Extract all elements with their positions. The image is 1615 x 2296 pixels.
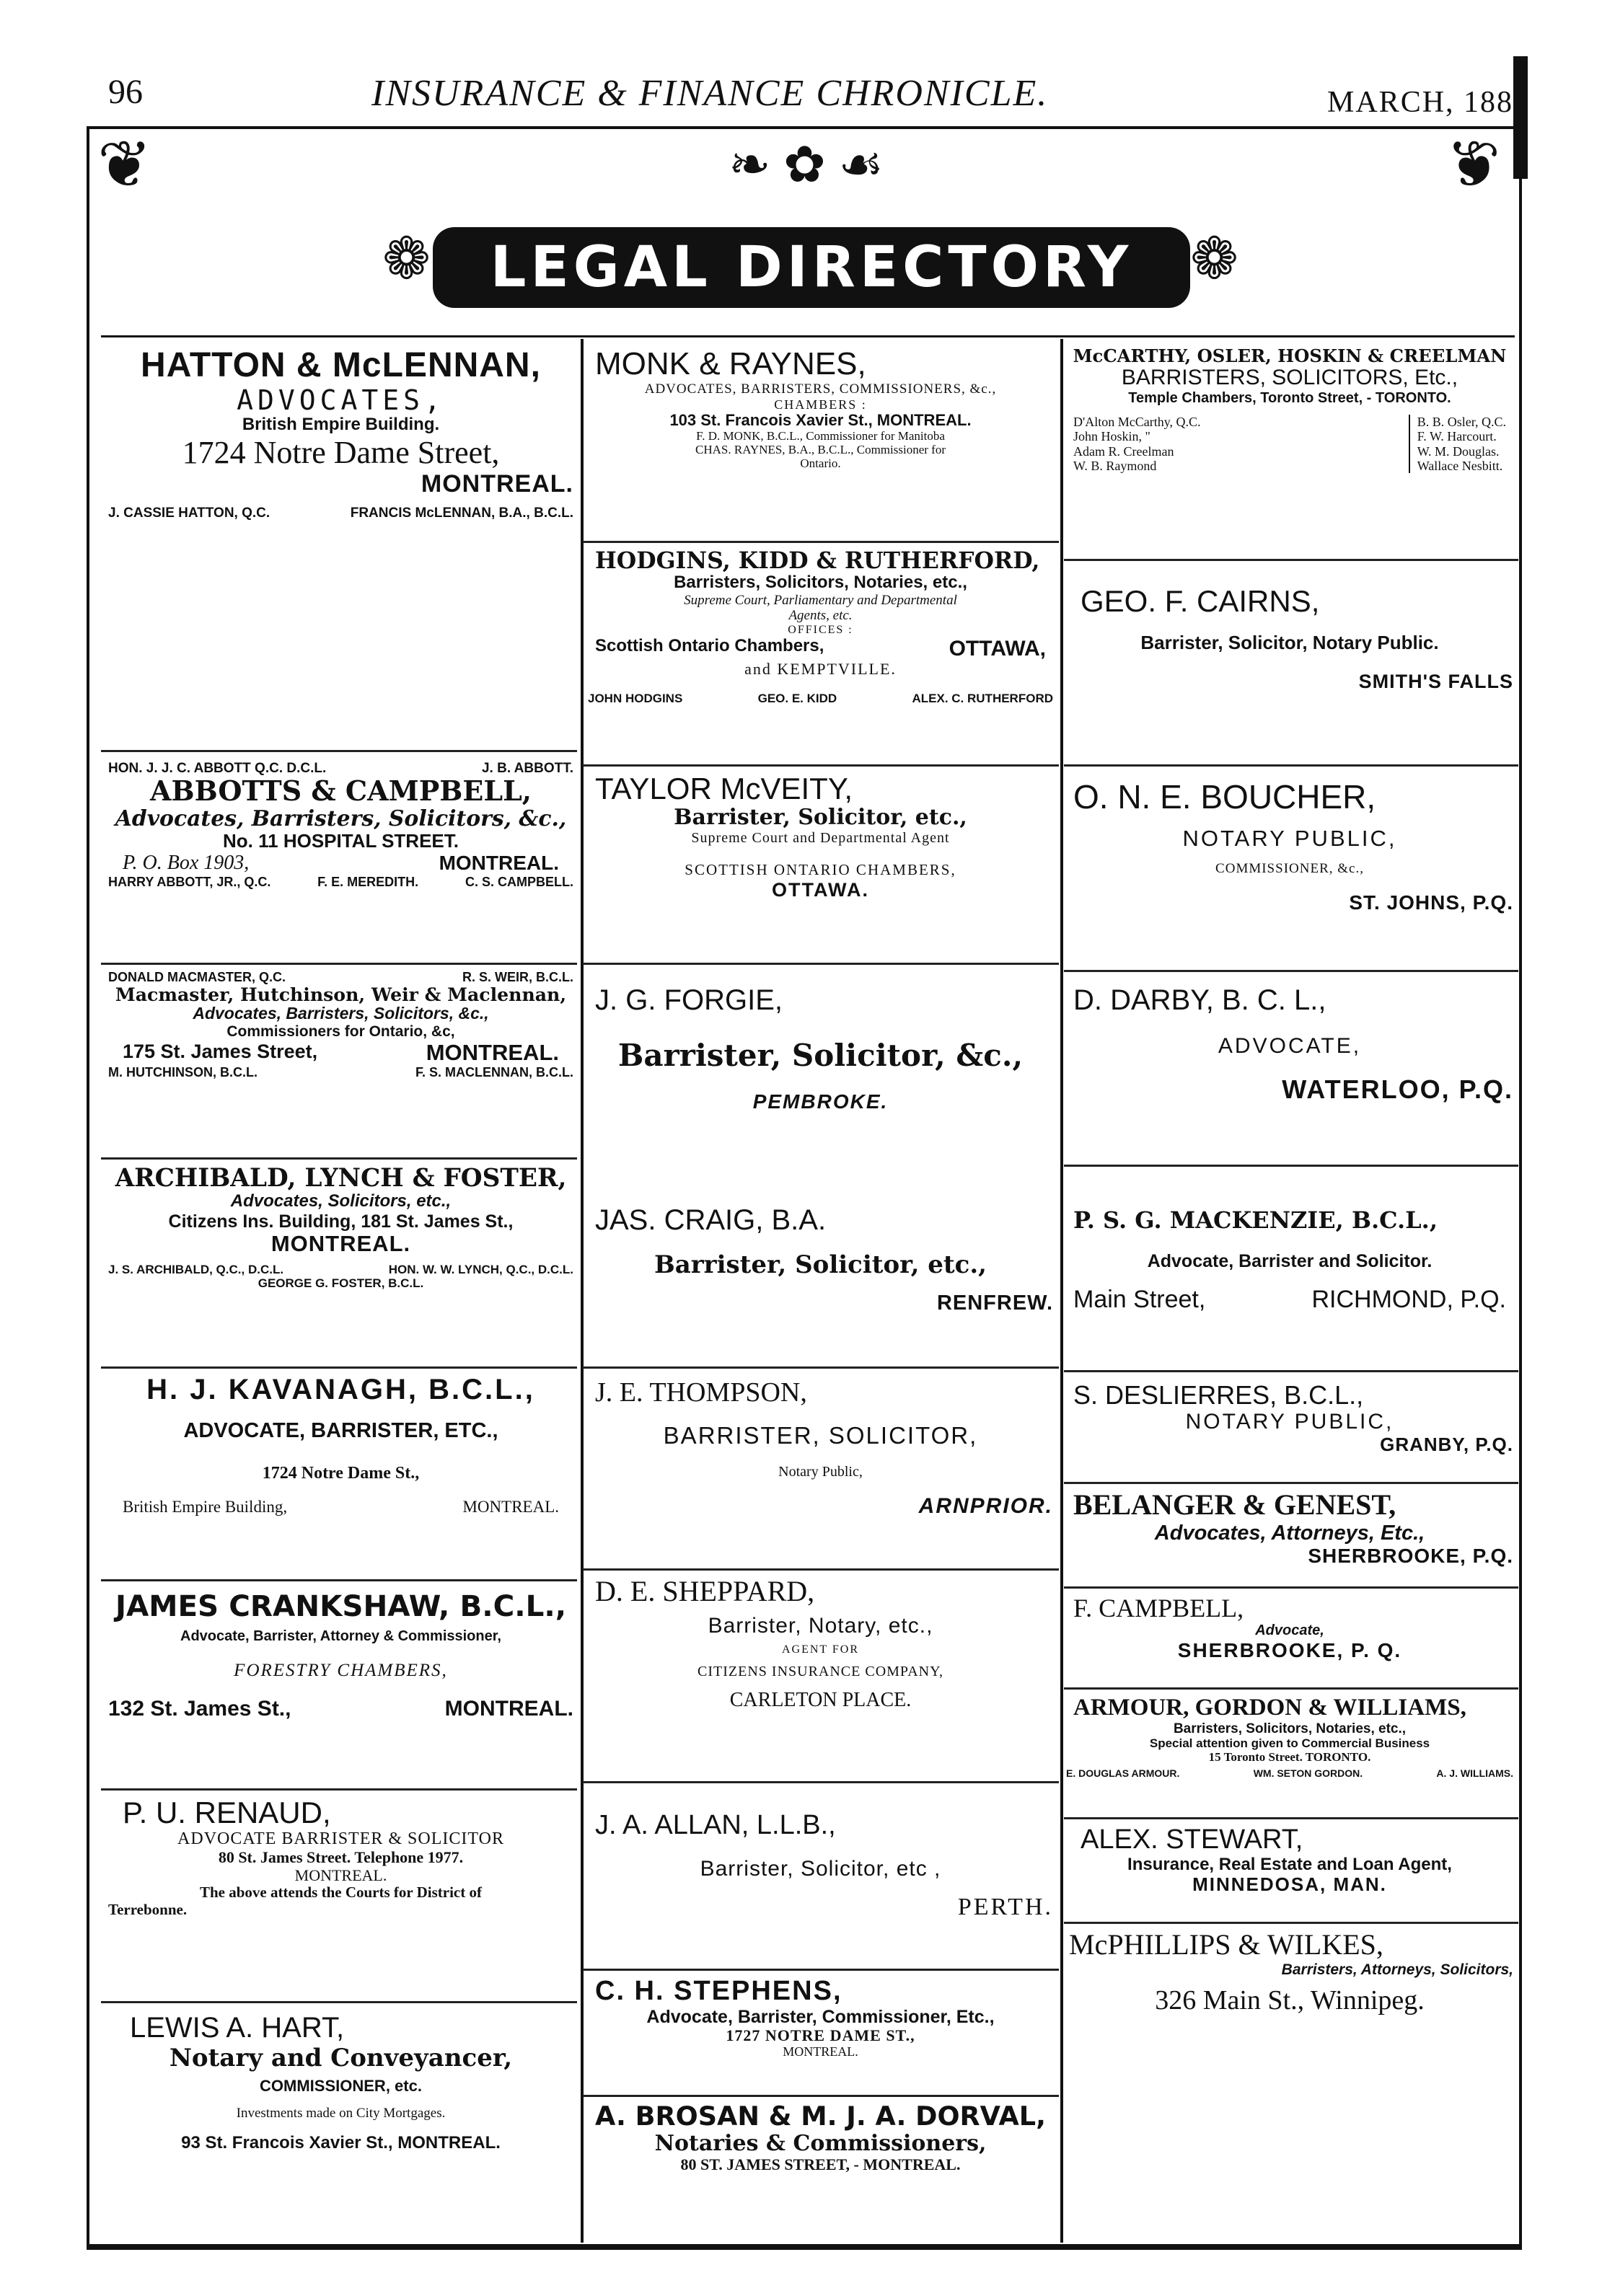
partner-name: W. M. Douglas. [1417, 443, 1500, 459]
card-divider [583, 1568, 1059, 1571]
firm-address: Temple Chambers, Toronto Street, - TORONTO. [1128, 389, 1451, 406]
firm-role: ADVOCATE BARRISTER & SOLICITOR [177, 1829, 504, 1849]
partner-name: HON. W. W. LYNCH, Q.C., D.C.L. [388, 1262, 573, 1276]
firm-city: RENFREW. [936, 1291, 1053, 1315]
firm-city: ST. JOHNS, P.Q. [1349, 891, 1513, 914]
firm-chambers: SCOTTISH ONTARIO CHAMBERS, [685, 861, 956, 879]
card-cairns [1066, 584, 1513, 692]
firm-city: MONTREAL. [294, 1866, 387, 1884]
card-forgie [588, 984, 1053, 1113]
firm-address: 132 St. James St., [108, 1696, 291, 1721]
frame-top-rule [87, 126, 1522, 129]
card-divider [583, 2095, 1059, 2097]
firm-address: 80 St. James Street. Telephone 1977. [218, 1847, 464, 1866]
firm-role: Advocate, [1255, 1622, 1324, 1639]
card-divider [1064, 1586, 1518, 1589]
card-divider [583, 764, 1059, 767]
firm-city: WATERLOO, P.Q. [1282, 1074, 1513, 1105]
legal-directory-banner: LEGAL DIRECTORY [433, 227, 1190, 308]
card-hodgins-kidd-rutherford [588, 548, 1053, 705]
banner-underline [101, 335, 1515, 337]
firm-name: ALEX. STEWART, [1081, 1824, 1303, 1855]
firm-name: McCARTHY, OSLER, HOSKIN & CREELMAN [1073, 345, 1507, 366]
firm-name: ARCHIBALD, LYNCH & FOSTER, [115, 1164, 567, 1193]
firm-city: MONTREAL. [270, 1231, 411, 1257]
partner-name: D'Alton McCarthy, Q.C. [1073, 415, 1201, 430]
firm-city: MONTREAL. [439, 852, 559, 875]
firm-notary: Notary Public, [778, 1463, 863, 1480]
firm-role: Barrister, Solicitor, etc., [654, 1250, 987, 1279]
banner-flourish-right-icon: ❁ [1190, 228, 1239, 291]
frame-left-rule [87, 126, 89, 2246]
firm-role: Barrister, Solicitor, etc , [700, 1856, 941, 1881]
firm-name: JAS. CRAIG, B.A. [595, 1204, 827, 1236]
card-stewart [1066, 1824, 1513, 1896]
top-center-flourish-icon: ❧ ✿ ☙ [729, 138, 884, 193]
firm-commissioner: COMMISSIONER, etc. [260, 2076, 422, 2095]
firm-name: GEO. F. CAIRNS, [1081, 584, 1320, 618]
firm-role: Advocates, Attorneys, Etc., [1154, 1521, 1425, 1545]
card-divider [101, 750, 577, 752]
firm-address: 1727 NOTRE DAME ST., [726, 2026, 915, 2044]
firm-name: BELANGER & GENEST, [1073, 1488, 1396, 1521]
card-crankshaw [108, 1590, 573, 1721]
firm-building: British Empire Building. [242, 415, 440, 435]
corner-flourish-left-icon: ❦ [97, 130, 152, 201]
firm-name: J. G. FORGIE, [595, 984, 783, 1016]
partner-name: J. B. ABBOTT. [481, 761, 573, 776]
firm-name: D. DARBY, B. C. L., [1073, 984, 1326, 1016]
partner-name: Ontario. [800, 456, 841, 471]
card-allan [588, 1810, 1053, 1921]
frame-right-rule [1519, 126, 1522, 2246]
firm-city: SMITH'S FALLS [1358, 671, 1513, 693]
firm-address: 93 St. Francois Xavier St., MONTREAL. [181, 2132, 501, 2152]
card-divider [101, 1157, 577, 1160]
firm-agent: Supreme Court and Departmental Agent [691, 829, 950, 846]
partner-name: CHAS. RAYNES, B.A., B.C.L., Commissioner for [695, 443, 946, 457]
card-archibald-lynch-foster [108, 1165, 573, 1290]
firm-address: 175 St. James Street, [123, 1040, 318, 1062]
firm-role: BARRISTERS, SOLICITORS, Etc., [1121, 366, 1458, 390]
card-divider [1064, 1687, 1518, 1690]
card-divider [1064, 764, 1518, 767]
firm-role: Advocate, Barrister and Solicitor. [1147, 1250, 1433, 1271]
firm-city: MONTREAL. [444, 1696, 573, 1721]
firm-name: F. CAMPBELL, [1073, 1594, 1244, 1622]
firm-address: 103 St. Francois Xavier St., MONTREAL. [669, 410, 972, 429]
publication-title: INSURANCE & FINANCE CHRONICLE. [371, 73, 1049, 114]
firm-role: Advocates, Solicitors, etc., [230, 1191, 452, 1211]
card-divider [101, 1788, 577, 1791]
firm-name: P. S. G. MACKENZIE, B.C.L., [1073, 1206, 1438, 1234]
card-hatton-mclennan [108, 346, 573, 521]
partner-name: C. S. CAMPBELL. [465, 874, 573, 889]
card-divider [583, 541, 1059, 543]
partner-name: J. CASSIE HATTON, Q.C. [108, 505, 270, 521]
firm-name: P. U. RENAUD, [123, 1796, 331, 1829]
firm-name: D. E. SHEPPARD, [595, 1575, 815, 1607]
firm-city: SHERBROOKE, P. Q. [1177, 1638, 1402, 1661]
firm-note: Terrebonne. [108, 1900, 188, 1918]
card-divider [1064, 1922, 1518, 1924]
card-divider [1064, 1370, 1518, 1372]
firm-role: Advocates, Barristers, Solicitors, &c., [115, 805, 567, 831]
card-abbotts-campbell [108, 761, 573, 889]
firm-address: 15 Toronto Street. TORONTO. [1208, 1750, 1371, 1765]
partner-name: J. S. ARCHIBALD, Q.C., D.C.L. [108, 1262, 284, 1276]
frame-bottom-rule [87, 2244, 1522, 2250]
firm-city: RICHMOND, P.Q. [1311, 1285, 1506, 1313]
partner-name: F. S. MACLENNAN, B.C.L. [415, 1065, 573, 1080]
card-divider [101, 2001, 577, 2003]
card-belanger-genest [1066, 1489, 1513, 1568]
firm-agent-for: AGENT FOR [781, 1643, 860, 1656]
partner-name: A. J. WILLIAMS. [1436, 1767, 1513, 1780]
firm-city: MINNEDOSA, MAN. [1192, 1873, 1387, 1896]
firm-company: CITIZENS INSURANCE COMPANY, [698, 1664, 943, 1680]
partner-name: ALEX. C. RUTHERFORD [912, 691, 1053, 705]
firm-name: Macmaster, Hutchinson, Weir & Maclennan, [115, 984, 567, 1006]
column-divider-2 [1060, 339, 1063, 2243]
banner-flourish-left-icon: ❁ [382, 228, 431, 291]
firm-address: No. 11 HOSPITAL STREET. [223, 830, 459, 852]
firm-role: Barrister, Solicitor, etc., [674, 805, 967, 831]
partner-name: W. B. Raymond [1073, 458, 1157, 473]
firm-city: SHERBROOKE, P.Q. [1308, 1545, 1513, 1568]
firm-address: Citizens Ins. Building, 181 St. James St., [168, 1211, 514, 1232]
firm-name: MONK & RAYNES, [595, 346, 866, 381]
firm-role: Insurance, Real Estate and Loan Agent, [1127, 1854, 1452, 1874]
firm-role: ADVOCATES, BARRISTERS, COMMISSIONERS, &c., [644, 381, 997, 397]
card-mcphillips-wilkes [1066, 1929, 1513, 2016]
card-mackenzie [1066, 1208, 1513, 1313]
firm-name: ABBOTTS & CAMPBELL, [149, 774, 532, 808]
partner-name: F. E. MEREDITH. [317, 874, 419, 889]
card-brosan-dorval [588, 2102, 1053, 2173]
firm-city: GRANBY, P.Q. [1380, 1433, 1513, 1455]
partner-name: JOHN HODGINS [588, 691, 683, 705]
card-deslierres [1066, 1381, 1513, 1455]
partner-name: GEO. E. KIDD [757, 691, 837, 705]
partner-name: HARRY ABBOTT, JR., Q.C. [108, 874, 271, 889]
firm-address: 80 ST. JAMES STREET, - MONTREAL. [680, 2155, 961, 2173]
partner-name: WM. SETON GORDON. [1253, 1767, 1363, 1780]
firm-po-box: P. O. Box 1903, [123, 852, 250, 875]
firm-chambers: FORESTRY CHAMBERS, [234, 1660, 448, 1680]
card-armour-gordon-williams [1066, 1695, 1513, 1780]
firm-role: Notary and Conveyancer, [169, 2043, 513, 2072]
firm-city: ARNPRIOR. [918, 1493, 1053, 1518]
firm-commissioner: COMMISSIONER, &c., [1215, 861, 1364, 877]
firm-role: NOTARY PUBLIC, [1182, 825, 1397, 851]
partner-name: R. S. WEIR, B.C.L. [462, 970, 573, 984]
firm-city: MONTREAL. [783, 2044, 858, 2059]
firm-courts: Supreme Court, Parliamentary and Departmental [684, 593, 957, 609]
firm-city: OTTAWA. [772, 878, 869, 901]
partner-name: John Hoskin, " [1073, 429, 1150, 444]
firm-city: CARLETON PLACE. [729, 1688, 912, 1711]
card-thompson [588, 1377, 1053, 1518]
firm-name: ARMOUR, GORDON & WILLIAMS, [1073, 1695, 1466, 1721]
card-campbell [1066, 1594, 1513, 1661]
firm-role: BARRISTER, SOLICITOR, [663, 1421, 978, 1449]
firm-city: MONTREAL. [421, 470, 573, 498]
firm-offices: OFFICES : [788, 623, 853, 636]
card-divider [583, 1366, 1059, 1369]
corner-flourish-right-icon: ❦ [1446, 130, 1501, 201]
partner-name: DONALD MACMASTER, Q.C. [108, 970, 286, 984]
card-renaud [108, 1796, 573, 1918]
page-number: 96 [108, 73, 143, 111]
card-boucher [1066, 779, 1513, 914]
card-divider [1064, 559, 1518, 561]
firm-role: Advocates, Barristers, Solicitors, &c., [193, 1004, 489, 1023]
firm-name: A. BROSAN & M. J. A. DORVAL, [595, 2101, 1046, 2132]
firm-role: ADVOCATE, BARRISTER, ETC., [183, 1418, 498, 1442]
firm-address: 1724 Notre Dame Street, [182, 435, 500, 471]
card-macmaster [108, 970, 573, 1079]
firm-city: PEMBROKE. [752, 1090, 889, 1113]
firm-role: Barrister, Solicitor, &c., [617, 1037, 1024, 1073]
firm-address: 1724 Notre Dame St., [262, 1464, 420, 1483]
partner-name: E. DOUGLAS ARMOUR. [1066, 1767, 1180, 1780]
firm-role: Notaries & Commissioners, [654, 2130, 987, 2156]
firm-role: ADVOCATES, [237, 384, 445, 416]
firm-name: S. DESLIERRES, B.C.L., [1073, 1380, 1364, 1410]
firm-name: HATTON & McLENNAN, [141, 346, 541, 384]
card-divider [1064, 1817, 1518, 1819]
card-sheppard [588, 1576, 1053, 1711]
firm-role: Advocate, Barrister, Commissioner, Etc., [646, 2006, 995, 2027]
firm-city: MONTREAL. [462, 1498, 559, 1516]
firm-name: O. N. E. BOUCHER, [1073, 778, 1376, 816]
card-mccarthy-osler [1066, 346, 1513, 473]
firm-building: British Empire Building, [123, 1498, 288, 1516]
card-craig [588, 1204, 1053, 1315]
partner-name: FRANCIS McLENNAN, B.A., B.C.L. [350, 505, 573, 521]
card-divider [101, 963, 577, 965]
partner-name: Adam R. Creelman [1073, 443, 1174, 459]
card-divider [101, 1579, 577, 1581]
partner-name: M. HUTCHINSON, B.C.L. [108, 1065, 258, 1080]
card-darby [1066, 984, 1513, 1105]
firm-name: TAYLOR McVEITY, [595, 772, 853, 805]
firm-chambers: CHAMBERS : [774, 397, 867, 412]
card-stephens [588, 1976, 1053, 2059]
firm-name: H. J. KAVANAGH, B.C.L., [146, 1374, 535, 1405]
firm-name: LEWIS A. HART, [130, 2012, 345, 2044]
column-divider-1 [581, 339, 584, 2243]
firm-commissioners: Commissioners for Ontario, &c, [226, 1023, 455, 1041]
card-divider [1064, 1482, 1518, 1484]
card-divider [583, 1781, 1059, 1783]
firm-city: PERTH. [957, 1894, 1053, 1921]
partner-name: F. W. Harcourt. [1417, 429, 1497, 444]
firm-address: 326 Main St., Winnipeg. [1155, 1985, 1425, 2016]
firm-name: C. H. STEPHENS, [595, 1976, 842, 2006]
card-monk-raynes [588, 346, 1053, 470]
firm-agents: Agents, etc. [788, 608, 853, 624]
firm-role: Advocate, Barrister, Attorney & Commissioner, [180, 1628, 501, 1645]
firm-address: Main Street, [1073, 1285, 1206, 1313]
firm-city-2: and KEMPTVILLE. [744, 660, 897, 679]
firm-name: HODGINS, KIDD & RUTHERFORD, [595, 547, 1040, 574]
partner-name: Wallace Nesbitt. [1417, 458, 1503, 473]
firm-city: OTTAWA, [949, 636, 1046, 661]
firm-note: Special attention given to Commercial Business [1149, 1736, 1430, 1751]
firm-role: Barristers, Solicitors, Notaries, etc., [1173, 1721, 1407, 1736]
partner-name: HON. J. J. C. ABBOTT Q.C. D.C.L. [108, 761, 327, 776]
card-hart [108, 2012, 573, 2153]
partner-name: GEORGE G. FOSTER, B.C.L. [258, 1276, 424, 1291]
firm-role: ADVOCATE, [1218, 1033, 1362, 1058]
card-divider [101, 1366, 577, 1369]
partner-name: F. D. MONK, B.C.L., Commissioner for Manitoba [696, 429, 945, 443]
firm-role: Barristers, Attorneys, Solicitors, [1281, 1961, 1513, 1978]
firm-name: McPHILLIPS & WILKES, [1069, 1928, 1383, 1961]
card-divider [1064, 1165, 1518, 1167]
partner-name: B. B. Osler, Q.C. [1417, 415, 1506, 430]
firm-role: Barristers, Solicitors, Notaries, etc., [674, 573, 967, 593]
firm-name: JAMES CRANKSHAW, B.C.L., [115, 1589, 567, 1623]
card-mcveity [588, 772, 1053, 901]
card-kavanagh [108, 1374, 573, 1516]
firm-note: The above attends the Courts for District of [200, 1884, 482, 1902]
firm-note: Investments made on City Mortgages. [236, 2105, 446, 2121]
firm-name: J. A. ALLAN, L.L.B., [595, 1810, 836, 1840]
firm-address: Scottish Ontario Chambers, [595, 635, 824, 655]
card-divider [583, 963, 1059, 965]
issue-date: MARCH, 188 [1327, 86, 1514, 119]
card-divider [583, 1969, 1059, 1971]
firm-role: Barrister, Notary, etc., [708, 1613, 933, 1638]
firm-name: J. E. THOMPSON, [595, 1377, 807, 1408]
firm-role: Barrister, Solicitor, Notary Public. [1140, 632, 1439, 654]
firm-role: NOTARY PUBLIC, [1185, 1410, 1394, 1434]
firm-city: MONTREAL. [426, 1039, 559, 1065]
card-divider [1064, 970, 1518, 972]
